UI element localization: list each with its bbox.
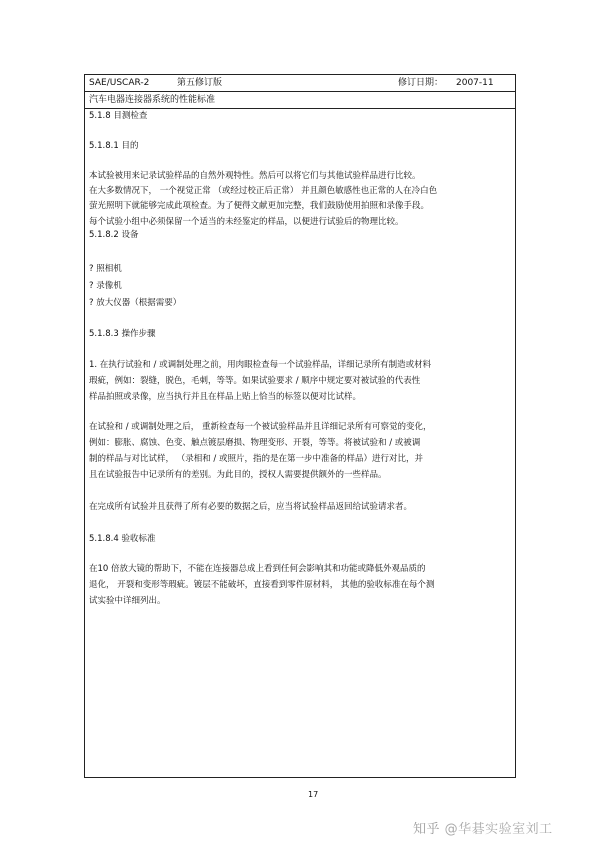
purpose-line: 萤光照明下就能够完成此项检查。为了便得文献更加完整，我们鼓励使用拍照和录像手段。 — [89, 201, 430, 211]
equipment-item-camera: ? 照相机 — [89, 264, 122, 274]
watermark — [413, 818, 553, 837]
procedure-line: 1. 在执行试验和 / 或调制处理之前，用肉眼检查每一个试验样品，详细记录所有制造或材料 — [89, 360, 432, 370]
section-5-1-8-heading: 5.1.8 目测检查 — [89, 111, 148, 121]
procedure-line: 且在试验报告中记录所有的差别。为此目的，授权人需要提供额外的一些样品。 — [89, 470, 387, 480]
document-frame — [84, 74, 516, 778]
purpose-line: 每个试验小组中必须保留一个适当的未经鉴定的样品，以便进行试验后的物理比较。 — [89, 217, 404, 227]
doc-id: SAE/USCAR-2 — [89, 78, 150, 88]
section-5-1-8-4-heading: 5.1.8.4 验收标准 — [89, 534, 156, 544]
purpose-line: 本试验被用来记录试验样品的自然外观特性。然后可以将它们与其他试验样品进行比较。 — [89, 171, 421, 181]
revision-date: 2007-11 — [456, 78, 494, 88]
revision-label: 第五修订版 — [177, 78, 223, 88]
procedure-line: 例如：膨胀、腐蚀、色变、触点镀层磨损、物理变形、开裂，等等。将被试验和 / 或被调 — [89, 438, 421, 448]
procedure-line: 在试验和 / 或调制处理之后， 重新检查每一个被试验样品并且详细记录所有可察觉的变化， — [89, 422, 432, 432]
header-row-1 — [85, 75, 515, 92]
acceptance-line: 在10 倍放大镜的帮助下，不能在连接器总成上看到任何会影响其和功能或降低外观品质的 — [89, 564, 426, 574]
watermark-handle: @华碁实验室刘工 — [444, 822, 553, 837]
procedure-line: 制的样品与对比试样， （录相和 / 或照片，指的是在第一步中准备的样品）进行对比，并 — [89, 454, 423, 464]
equipment-item-video: ? 录像机 — [89, 281, 122, 291]
section-5-1-8-1-heading: 5.1.8.1 目的 — [89, 141, 139, 151]
page-number: 17 — [308, 790, 319, 799]
acceptance-line: 退化， 开裂和变形等瑕疵。镀层不能破坏，直接看到零件原材料， 其他的验收标准在每个测 — [89, 580, 435, 590]
purpose-line: 在大多数情况下， 一个视觉正常 （或经过校正后正常） 并且颜色敏感性也正常的人在冷白色 — [89, 186, 438, 196]
watermark-prefix: 知乎 — [413, 822, 441, 837]
procedure-line: 在完成所有试验并且获得了所有必要的数据之后，应当将试验样品返回给试验请求者。 — [89, 502, 413, 512]
equipment-item-magnifier: ? 放大仪器（根据需要） — [89, 298, 182, 308]
section-5-1-8-2-heading: 5.1.8.2 设备 — [89, 230, 139, 240]
procedure-line: 样品拍照或录像，应当执行并且在样品上贴上恰当的标签以便对比试样。 — [89, 392, 362, 402]
acceptance-line: 试实验中详细列出。 — [89, 596, 166, 606]
section-5-1-8-3-heading: 5.1.8.3 操作步骤 — [89, 329, 156, 339]
revision-date-label: 修订日期： — [398, 78, 444, 88]
procedure-line: 瑕疵，例如：裂缝，脱色，毛刺，等等。如果试验要求 / 顺序中规定要对被试验的代表性 — [89, 376, 421, 386]
header-subtitle: 汽车电器连接器系统的性能标准 — [85, 92, 515, 109]
